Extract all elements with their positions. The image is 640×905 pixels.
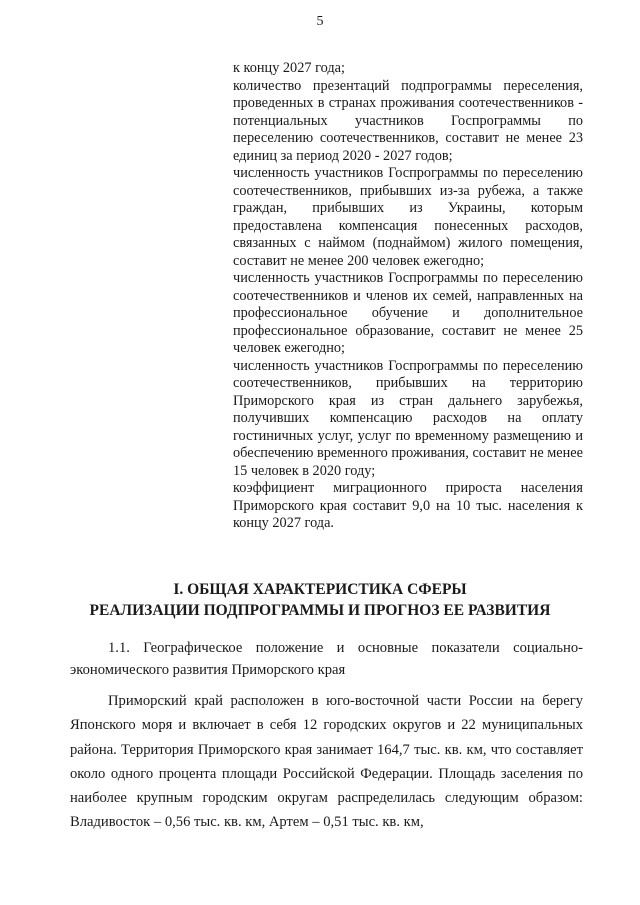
list-item: к концу 2027 года; (233, 60, 345, 76)
list-item: численность участников Госпрограммы по переселению соотечественников, прибывших на территорию Приморского края из стран дальнего зарубежья, получивших компенсацию расходов на оплату гостиничных услуг, услуг по временному размещению и обеспечению временного проживания, составит не менее 15 человек в 2020 году; (233, 357, 583, 479)
list-item: количество презентаций подпрограммы переселения, проведенных в странах проживания соотечественников - потенциальных участников Госпрограммы по переселению соотечественников, составит не менее 23 единиц за период 2020 - 2027 годов; (233, 77, 583, 164)
body-paragraph: Приморский край расположен в юго-восточной части России на берегу Японского моря и включает в себя 12 городских округов и 22 муниципальных района. Территория Приморского края занимает 164,7 тыс. кв. км, что составляет около одного процента площади Российской Федерации. Площадь заселения по наиболее крупным городским округам распределилась следующим образом: Владивосток – 0,56 тыс. кв. км, Артем – 0,51 тыс. кв. км, (70, 693, 583, 831)
list-item: коэффициент миграционного прироста населения Приморского края составит 9,0 на 10 тыс. населения к концу 2027 года. (233, 480, 583, 531)
page-number: 5 (316, 14, 324, 29)
section-heading (0, 579, 640, 621)
list-item: численность участников Госпрограммы по переселению соотечественников, прибывших из-за рубежа, а также граждан, прибывших из Украины, которым предоставлена компенсация понесенных расходов, связанных с наймом (поднаймом) жилого помещения, составит не менее 200 человек ежегодно; (233, 165, 583, 269)
section-heading-line: РЕАЛИЗАЦИИ ПОДПРОГРАММЫ И ПРОГНОЗ ЕЕ РАЗВИТИЯ (89, 602, 551, 619)
indicator-list (233, 60, 583, 533)
section-heading-line: I. ОБЩАЯ ХАРАКТЕРИСТИКА СФЕРЫ (173, 581, 467, 598)
subsection-title: 1.1. Географическое положение и основные показатели социально-экономического развития Приморского края (70, 640, 583, 678)
list-item: численность участников Госпрограммы по переселению соотечественников и членов их семей, направленных на профессиональное обучение и дополнительное профессиональное образование, составит не менее 25 человек ежегодно; (233, 270, 583, 356)
